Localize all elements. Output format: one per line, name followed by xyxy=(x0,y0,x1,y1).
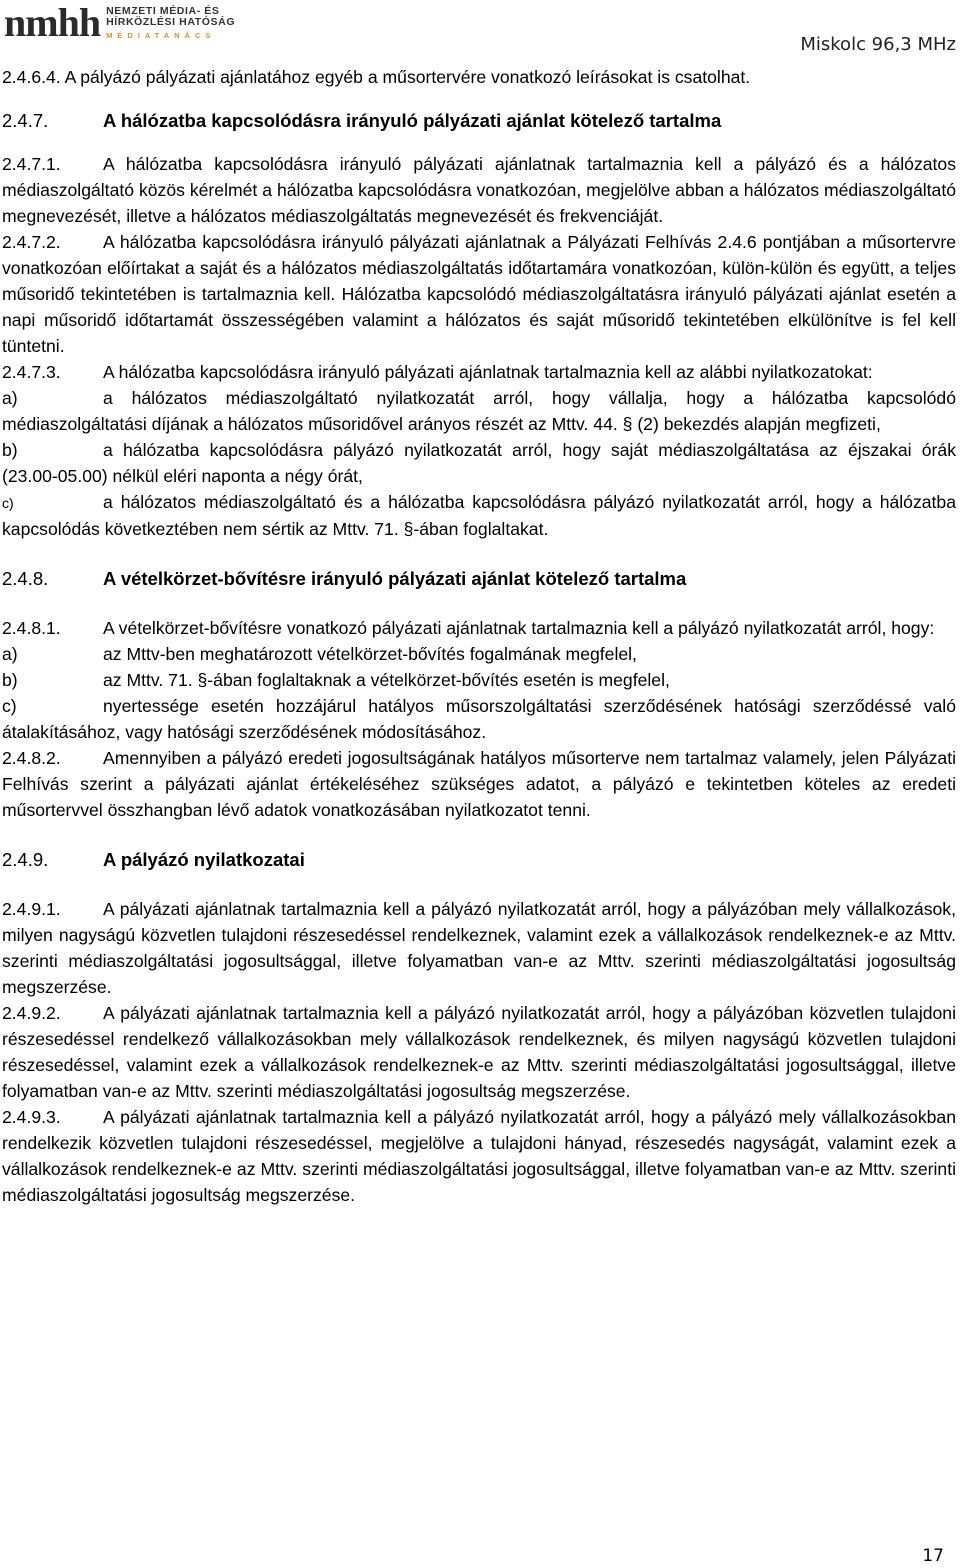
list-label: b) xyxy=(2,440,18,460)
document-body xyxy=(2,64,956,1208)
paragraph-text: A hálózatba kapcsolódásra irányuló pályázati ajánlatnak a Pályázati Felhívás 2.4.6 pontjában a műsortervre vonatkozóan előírtakat a saját és a hálózatos médiaszolgáltatás időtartamára vonatkozóan, külön-külön és együtt, a teljes műsoridő tekintetében is tartalmaznia kell. Hálózatba kapcsolódó médiaszolgáltatásra irányuló pályázati ajánlat esetén a napi műsoridő időtartamát összességében valamint a hálózatos és saját műsoridő tekintetében elkülönítve is fel kell tüntetni. xyxy=(2,232,956,356)
heading-number: 2.4.9. xyxy=(2,849,49,870)
paragraph-number: 2.4.9.1. xyxy=(2,899,61,919)
paragraph-2471 xyxy=(2,151,956,229)
heading-248 xyxy=(2,565,956,592)
paragraph-text: A vételkörzet-bővítésre vonatkozó pályázati ajánlatnak tartalmaznia kell a pályázó nyilatkozatát arról, hogy: xyxy=(103,618,935,638)
paragraph-2482 xyxy=(2,745,956,823)
paragraph-2492 xyxy=(2,1000,956,1104)
heading-number: 2.4.7. xyxy=(2,110,49,131)
list-item-2481a xyxy=(2,641,956,667)
list-item-2481b xyxy=(2,667,956,693)
heading-title: A hálózatba kapcsolódásra irányuló pályázati ajánlat kötelező tartalma xyxy=(103,110,722,131)
list-item-2473b xyxy=(2,437,956,489)
list-text: a hálózatos médiaszolgáltató és a hálózatba kapcsolódásra pályázó nyilatkozatát arról, hogy a hálózatba kapcsolódás következtében nem sértik az Mttv. 71. §-ában foglaltakat. xyxy=(2,492,956,539)
list-text: az Mttv-ben meghatározott vételkörzet-bővítés fogalmának megfelel, xyxy=(103,644,637,664)
logo-text xyxy=(106,6,235,41)
logo-line-2: HÍRKÖZLÉSI HATÓSÁG xyxy=(106,15,236,28)
paragraph-text: Amennyiben a pályázó eredeti jogosultságának hatályos műsorterve nem tartalmaz valamely, jelen Pályázati Felhívás szerint a pályázati ajánlat értékeléséhez szükséges adatot, a pályázó e tekintetben köteles az eredeti műsortervvel összhangban lévő adatok vonatkozásában nyilatkozatot tenni. xyxy=(2,748,956,820)
paragraph-number: 2.4.7.2. xyxy=(2,232,61,252)
paragraph-text: A pályázati ajánlatnak tartalmaznia kell a pályázó nyilatkozatát arról, hogy a pályázóban közvetlen tulajdoni részesedéssel rendelkező vállalkozásokban mely vállalkozások rendelkeznek, és milyen nagyságú közvetlen tulajdoni részesedéssel, valamint ezek a vállalkozások rendelkeznek-e az Mttv. szerinti médiaszolgáltatási jogosultsággal, illetve folyamatban van-e az Mttv. szerinti médiaszolgáltatási jogosultság megszerzése. xyxy=(2,1003,956,1101)
paragraph-text: A hálózatba kapcsolódásra irányuló pályázati ajánlatnak tartalmaznia kell a pályázó és a hálózatos médiaszolgáltató közös kérelmét a hálózatba kapcsolódásra vonatkozóan, megjelölve abban a hálózatos médiaszolgáltató megnevezését, illetve a hálózatos médiaszolgáltatás megnevezését és frekvenciáját. xyxy=(2,154,956,226)
list-item-2473a xyxy=(2,385,956,437)
heading-number: 2.4.8. xyxy=(2,568,49,589)
logo-mark: nmhh xyxy=(4,0,101,45)
paragraph-number: 2.4.8.1. xyxy=(2,618,61,638)
paragraph-text: A pályázati ajánlatnak tartalmaznia kell a pályázó nyilatkozatát arról, hogy a pályázóban mely vállalkozások, milyen nagyságú közvetlen tulajdoni részesedéssel rendelkeznek, valamint ezek a vállalkozások rendelkeznek-e az Mttv. szerinti médiaszolgáltatási jogosultsággal, illetve folyamatban van-e az Mttv. szerinti médiaszolgáltatási jogosultság megszerzése. xyxy=(2,899,956,997)
heading-247 xyxy=(2,107,956,134)
header-frequency: Miskolc 96,3 MHz xyxy=(800,34,956,55)
paragraph-2473 xyxy=(2,359,956,385)
paragraph-2491 xyxy=(2,896,956,1000)
paragraph-2472 xyxy=(2,229,956,359)
heading-title: A pályázó nyilatkozatai xyxy=(103,849,305,870)
nmhh-logo xyxy=(4,2,239,44)
paragraph-text: A pályázati ajánlatnak tartalmaznia kell a pályázó nyilatkozatát arról, hogy a pályázó mely vállalkozásokban rendelkezik közvetlen tulajdoni részesedéssel, megjelölve a tulajdoni hányad, részesedés nagyságát, valamint ezek a vállalkozások rendelkeznek-e az Mttv. szerinti médiaszolgáltatási jogosultsággal, illetve folyamatban van-e az Mttv. szerinti médiaszolgáltatási jogosultság megszerzése. xyxy=(2,1107,956,1205)
paragraph-number: 2.4.7.3. xyxy=(2,362,61,382)
paragraph-2481 xyxy=(2,615,956,641)
paragraph-2493 xyxy=(2,1104,956,1208)
paragraph-2464: 2.4.6.4. A pályázó pályázati ajánlatához egyéb a műsortervére vonatkozó leírásokat is csatolhat. xyxy=(2,67,751,87)
paragraph-text: A hálózatba kapcsolódásra irányuló pályázati ajánlatnak tartalmaznia kell az alábbi nyilatkozatokat: xyxy=(103,362,873,382)
heading-249 xyxy=(2,846,956,873)
list-item-2481c xyxy=(2,693,956,745)
list-text: a hálózatba kapcsolódásra pályázó nyilatkozatát arról, hogy saját médiaszolgáltatása az éjszakai órák (23.00-05.00) nélkül eléri naponta a négy órát, xyxy=(2,440,956,486)
list-label: c) xyxy=(2,495,14,511)
logo-line-1: NEMZETI MÉDIA- ÉS xyxy=(106,4,220,17)
paragraph-number: 2.4.8.2. xyxy=(2,748,61,768)
list-text: nyertessége esetén hozzájárul hatályos műsorszolgáltatási szerződésének hatósági szerződéssé való átalakításához, vagy hatósági szerződésének módosításához. xyxy=(2,696,956,742)
paragraph-number: 2.4.9.2. xyxy=(2,1003,61,1023)
list-item-2473c xyxy=(2,489,956,542)
paragraph-number: 2.4.7.1. xyxy=(2,154,61,174)
list-text: az Mttv. 71. §-ában foglaltaknak a vételkörzet-bővítés esetén is megfelel, xyxy=(103,670,670,690)
logo-line-3: MÉDIATANÁCS xyxy=(106,30,216,40)
page-number: 17 xyxy=(922,1546,944,1566)
list-label: c) xyxy=(2,696,17,716)
list-label: b) xyxy=(2,670,18,690)
paragraph-number: 2.4.9.3. xyxy=(2,1107,61,1127)
list-text: a hálózatos médiaszolgáltató nyilatkozatát arról, hogy vállalja, hogy a hálózatba kapcsolódó médiaszolgáltatási díjának a hálózatos műsoridővel arányos részét az Mttv. 44. § (2) bekezdés alapján megfizeti, xyxy=(2,388,956,434)
list-label: a) xyxy=(2,644,18,664)
list-label: a) xyxy=(2,388,18,408)
heading-title: A vételkörzet-bővítésre irányuló pályázati ajánlat kötelező tartalma xyxy=(103,568,687,589)
